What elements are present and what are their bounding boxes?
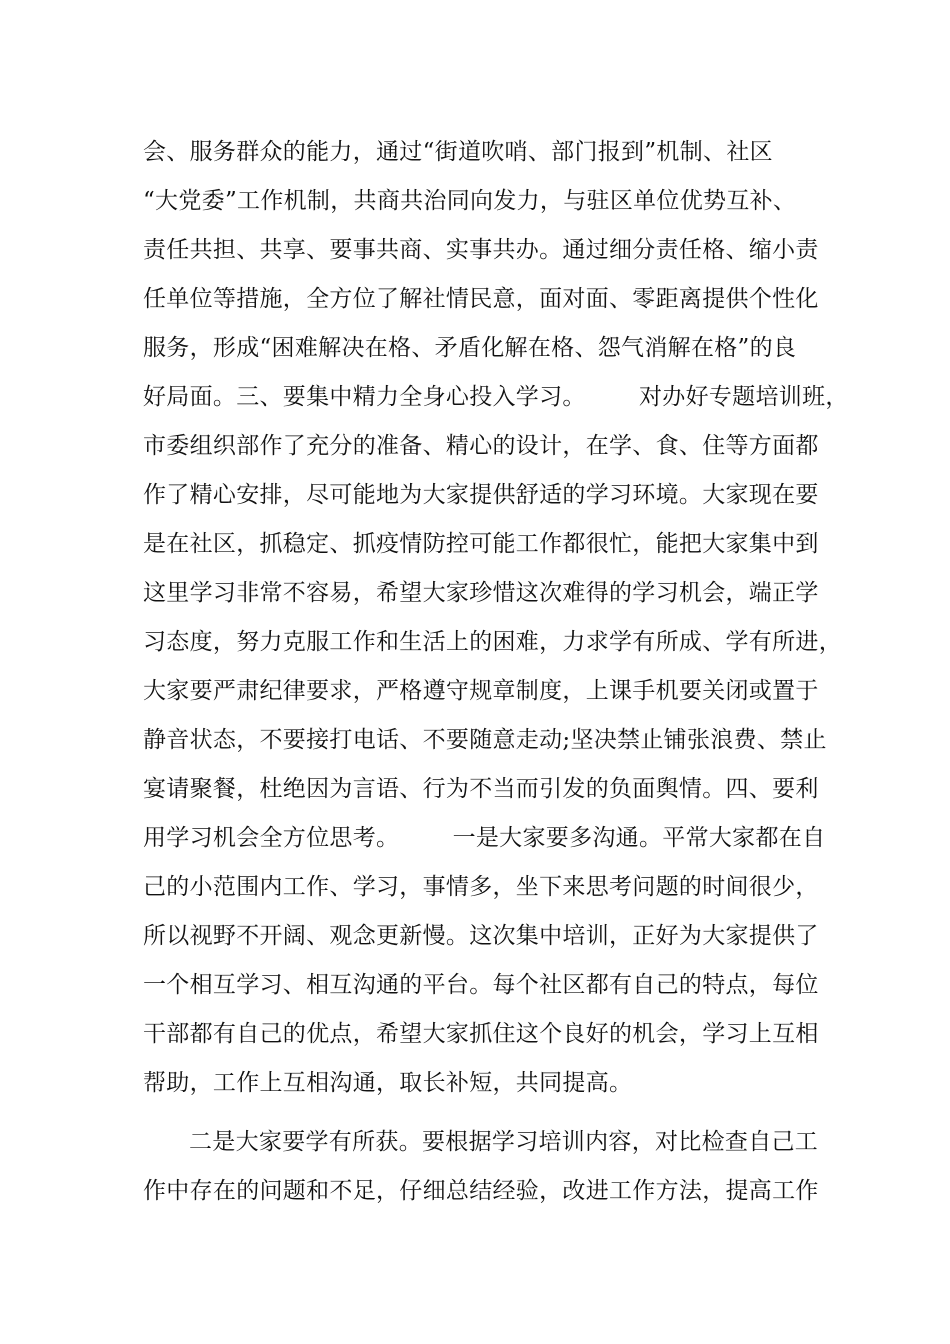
text-line: 二是大家要学有所获。要根据学习培训内容，对比检查自己工 [189,1129,819,1155]
text-line: 静音状态，不要接打电话、不要随意走动;坚决禁止铺张浪费、禁止 [143,727,827,753]
text-line: 会、服务群众的能力，通过“街道吹哨、部门报到”机制、社区 [143,139,773,165]
text-line: 一个相互学习、相互沟通的平台。每个社区都有自己的特点，每位 [143,972,819,998]
text-line: 市委组织部作了充分的准备、精心的设计，在学、食、住等方面都 [143,433,819,459]
text-line: 用学习机会全方位思考。 一是大家要多沟通。平常大家都在自 [143,825,826,851]
text-line: 大家要严肃纪律要求，严格遵守规章制度，上课手机要关闭或置于 [143,678,819,704]
text-line: “大党委”工作机制，共商共治同向发力，与驻区单位优势互补、 [143,188,797,214]
text-line: 责任共担、共享、要事共商、实事共办。通过细分责任格、缩小责 [143,237,819,263]
text-line: 任单位等措施，全方位了解社情民意，面对面、零距离提供个性化 [143,286,819,312]
text-line: 是在社区，抓稳定、抓疫情防控可能工作都很忙，能把大家集中到 [143,531,819,557]
body-text [143,128,849,1216]
text-line: 作中存在的问题和不足，仔细总结经验，改进工作方法，提高工作 [143,1178,819,1204]
text-line: 好局面。三、要集中精力全身心投入学习。 对办好专题培训班， [143,384,849,410]
text-line: 宴请聚餐，杜绝因为言语、行为不当而引发的负面舆情。四、要利 [143,776,819,802]
text-line: 干部都有自己的优点，希望大家抓住这个良好的机会，学习上互相 [143,1021,819,1047]
paragraph-gap [143,1108,833,1118]
text-line: 这里学习非常不容易，希望大家珍惜这次难得的学习机会，端正学 [143,580,819,606]
text-line: 帮助，工作上互相沟通，取长补短，共同提高。 [143,1070,633,1096]
text-line: 作了精心安排，尽可能地为大家提供舒适的学习环境。大家现在要 [143,482,819,508]
text-line: 服务，形成“困难解决在格、矛盾化解在格、怨气消解在格”的良 [143,335,797,361]
text-line: 所以视野不开阔、观念更新慢。这次集中培训，正好为大家提供了 [143,923,819,949]
text-line: 己的小范围内工作、学习，事情多，坐下来思考问题的时间很少， [143,874,819,900]
text-line: 习态度，努力克服工作和生活上的困难，力求学有所成、学有所进， [143,629,842,655]
